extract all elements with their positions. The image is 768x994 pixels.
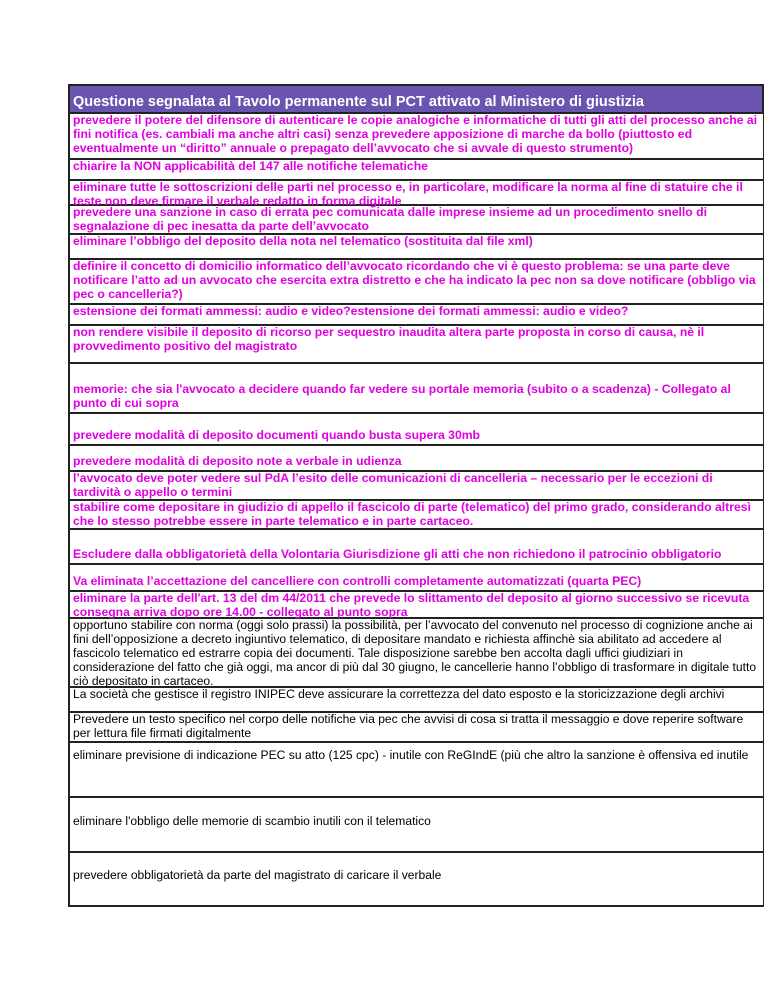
table-row xyxy=(68,798,764,853)
row-text: Prevedere un testo specifico nel corpo delle notifiche via pec che avvisi di cosa si tratta il messaggio e dove reperire software per lettura file firmati digitalmente xyxy=(73,712,744,740)
table-row xyxy=(68,743,764,798)
table-row xyxy=(68,713,764,743)
table-row xyxy=(68,305,764,326)
table-row xyxy=(68,592,764,619)
table-row xyxy=(68,565,764,592)
table-row xyxy=(68,235,764,260)
row-text: stabilire come depositare in giudizio di appello il fascicolo di parte (telematico) del primo grado, considerando altresì che lo stesso potrebbe essere in parte telematico e in parte cartaceo. xyxy=(73,500,751,528)
table-row xyxy=(68,114,764,160)
table-row xyxy=(68,619,764,688)
table-row xyxy=(68,260,764,305)
row-text: prevedere il potere del difensore di autenticare le copie analogiche e informatiche di tutti gli atti del processo anche ai fini notifica (es. cambiali ma anche altri casi) senza prevedere apposizione di marche da bollo (piuttosto ed eventualmente un “diritto” annuale o prepagato dell’avvocato che si avvale di questo strumento) xyxy=(73,113,758,155)
header-row xyxy=(68,84,764,114)
table-row xyxy=(68,414,764,446)
row-text: estensione dei formati ammessi: audio e video?estensione dei formati ammessi: audio e video? xyxy=(73,304,629,318)
table-row xyxy=(68,181,764,206)
row-text: eliminare l'obbligo delle memorie di scambio inutili con il telematico xyxy=(73,814,431,828)
row-text: eliminare previsione di indicazione PEC su atto (125 cpc) - inutile con ReGIndE (più che altro la sanzione è offensiva ed inutile xyxy=(73,748,749,762)
row-text: opportuno stabilire con norma (oggi solo prassi) la possibilità, per l’avvocato del convenuto nel processo di cognizione anche ai fini dell’opposizione a decreto ingiuntivo telematico, di depositare mandato e richiesta affinchè sia abilitato ad accedere al fascicolo telematico ed estrarre copia dei documenti. Tale disposizione sarebbe ben accolta dagli uffici giudiziari in considerazione del fatto che già oggi, ma ancor di più dal 30 giugno, le cancellerie hanno l’obbligo di trasformare in digitale tutto ciò depositato in cartaceo. xyxy=(73,618,757,688)
table-row xyxy=(68,688,764,713)
row-text: Escludere dalla obbligatorietà della Volontaria Giurisdizione gli atti che non richiedono il patrocinio obbligatorio xyxy=(73,547,722,562)
row-text: non rendere visibile il deposito di ricorso per sequestro inaudita altera parte proposta in corso di causa, nè il provvedimento positivo del magistrato xyxy=(73,325,705,353)
header-title: Questione segnalata al Tavolo permanente sul PCT attivato al Ministero di giustizia xyxy=(73,94,644,110)
table-row xyxy=(68,446,764,472)
row-text: eliminare la parte dell'art. 13 del dm 44/2011 che prevede lo slittamento del deposito al giorno successivo se ricevuta consegna arriva dopo ore 14.00 - collegato al punto sopra xyxy=(73,591,750,619)
table-row xyxy=(68,501,764,530)
row-text: definire il concetto di domicilio informatico dell’avvocato ricordando che vi è questo problema: se una parte deve notificare l’atto ad un avvocato che esercita extra distretto e che ha indicato la pec non sa dove notificare (obbligo via pec o cancelleria?) xyxy=(73,259,756,301)
table-row xyxy=(68,472,764,501)
row-text: La società che gestisce il registro INIPEC deve assicurare la correttezza del dato esposto e la storicizzazione degli archivi xyxy=(73,687,725,701)
row-text: Va eliminata l’accettazione del cancelliere con controlli completamente automatizzati (quarta PEC) xyxy=(73,574,642,589)
table-row xyxy=(68,530,764,565)
row-text: memorie: che sia l'avvocato a decidere quando far vedere su portale memoria (subito o a scadenza) - Collegato al punto di cui sopra xyxy=(73,382,731,411)
row-text: prevedere modalità di deposito note a verbale in udienza xyxy=(73,454,402,469)
table-row xyxy=(68,364,764,414)
table-row xyxy=(68,160,764,181)
table-row xyxy=(68,206,764,235)
row-text: eliminare l’obbligo del deposito della nota nel telematico (sostituita dal file xml) xyxy=(73,234,533,248)
spreadsheet-table xyxy=(68,84,764,907)
row-text: prevedere obbligatorietà da parte del magistrato di caricare il verbale xyxy=(73,868,442,882)
row-text: l’avvocato deve poter vedere sul PdA l’esito delle comunicazioni di cancelleria – necessario per le eccezioni di tardività o appello o termini xyxy=(73,471,713,499)
row-text: eliminare tutte le sottoscrizioni delle parti nel processo e, in particolare, modificare la norma al fine di statuire che il teste non deve firmare il verbale redatto in forma digitale xyxy=(73,180,743,208)
table-row xyxy=(68,853,764,907)
row-text: prevedere una sanzione in caso di errata pec comunicata dalle imprese insieme ad un procedimento snello di segnalazione di pec inesatta da parte dell’avvocato xyxy=(73,205,707,233)
row-text: prevedere modalità di deposito documenti quando busta supera 30mb xyxy=(73,428,481,443)
table-row xyxy=(68,326,764,364)
row-text: chiarire la NON applicabilità del 147 alle notifiche telematiche xyxy=(73,159,428,173)
